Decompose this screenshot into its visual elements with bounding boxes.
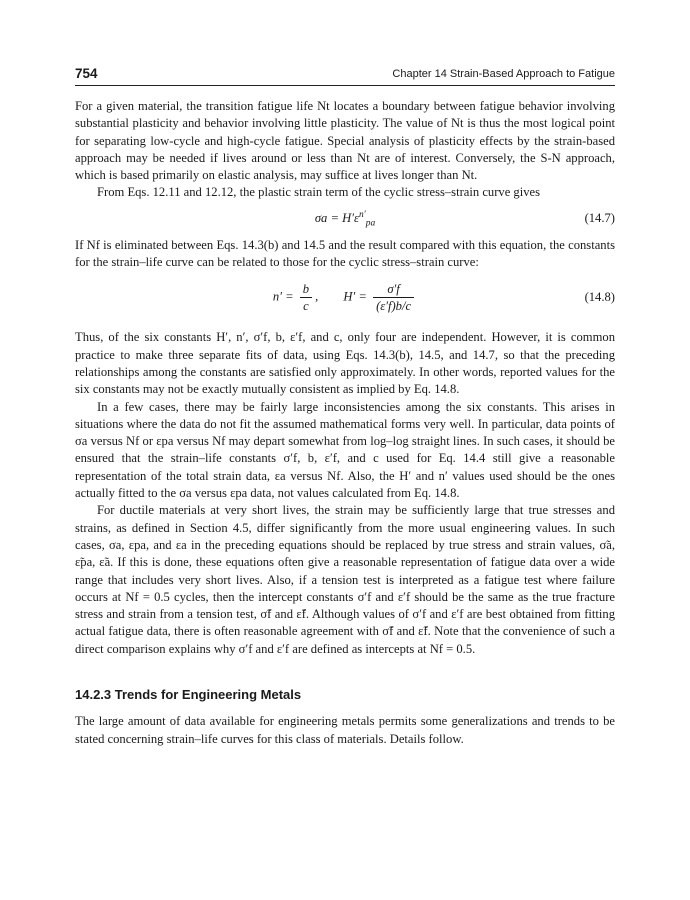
equation-14-8-number: (14.8): [584, 290, 615, 305]
paragraph-engineering-metals: The large amount of data available for engineering metals permits some generalizations and trends to be stated concerning strain–life curves for this class of materials. Details follow.: [75, 714, 615, 746]
page-body: [75, 98, 615, 748]
equation-14-8-h-numerator: σ′f: [373, 281, 414, 298]
running-head: Chapter 14 Strain-Based Approach to Fatigue: [392, 68, 615, 80]
equation-14-7-exponent: n′: [358, 209, 366, 220]
equation-14-8-body: n′ = $\frac{b}{c}$ , H′ = $\frac{\sigma'f}{(\varepsilon'f)b/c}$: [75, 281, 615, 314]
equation-14-7-lhs: σa = H′ε: [314, 210, 359, 225]
equation-14-8-h-fraction: [373, 281, 414, 314]
equation-14-8-n-denominator: c: [303, 299, 309, 314]
equation-14-8: [75, 277, 615, 321]
paragraph-plastic-strain: From Eqs. 12.11 and 12.12, the plastic strain term of the cyclic stress–strain curve gives: [97, 185, 541, 200]
paragraph-transition-life: For a given material, the transition fatigue life Nt locates a boundary between fatigue behavior involving substantial plasticity and behavior involving little plasticity. The value of Nt is thus the most logical point for separating low-cycle and high-cycle fatigue. Special analysis of plasticity effects by the strain-based approach may be needed if lives around or less than Nt are of interest. Conversely, the S-N approach, which is based primarily on elastic analysis, may suffice at lives longer than Nt.: [75, 99, 615, 183]
equation-14-8-n-fraction: [300, 281, 312, 314]
header-rule: [75, 85, 615, 86]
equation-14-7: [75, 210, 615, 230]
paragraph-six-constants: Thus, of the six constants H′, n′, σ′f, b, ε′f, and c, only four are independent. However, it is common practice to make three separate fits of data, using Eqs. 14.3(b), 14.5, and 14.7, so that the preceding relationships among the constants are satisfied only approximately. In other words, reported values for the six constants may not be exactly mutually consistent as implied by Eq. 14.8.: [75, 330, 615, 397]
equation-14-7-subscript: pa: [365, 218, 376, 229]
equation-14-7-number: (14.7): [584, 210, 615, 225]
page-number: 754: [75, 66, 98, 81]
paragraph-true-stress: For ductile materials at very short lives, the strain may be sufficiently large that true stresses and strains, as defined in Section 4.5, differ significantly from the more usual engineering values. In such cases, σa, εpa, and εa in the preceding equations should be replaced by true stress and strain values, σ̃a, ε̃pa, ε̃a. If this is done, these equations often give a reasonable representation of fatigue data over a wide range that includes very short lives. Also, if a tension test is interpreted as a fatigue test where failure occurs at Nf = 0.5 cycles, then the intercept constants σ′f and ε′f should be the same as the true fracture stress and strain from a tension test, σ̃f and ε̃f. Although values of σ′f and ε′f are best obtained from fitting actual fatigue data, there is often reasonable agreement with σ̃f and ε̃f. Note that the convenience of such a direct comparison explains why σ′f and ε′f are defined as intercepts at Nf = 0.5.: [75, 503, 615, 656]
paragraph-inconsistencies: In a few cases, there may be fairly large inconsistencies among the six constants. This arises in situations where the data do not fit the assumed mathematical forms very well. In particular, data points of σa versus Nf or εpa versus Nf may depart somewhat from log–log straight lines. In such cases, it should be ensured that the strain–life constants σ′f, b, ε′f, and c used for Eq. 14.4 still give a reasonable representation of the total strain data, εa versus Nf. Also, the H′ and n′ values used should be the ones actually fitted to the σa versus εpa data, not values calculated from Eq. 14.8.: [75, 399, 615, 501]
page-header: [75, 66, 615, 84]
equation-14-8-n-lhs: n′ =: [272, 289, 294, 304]
equation-14-8-n-numerator: b: [300, 281, 312, 298]
equation-14-8-h-lhs: H′ =: [343, 289, 367, 304]
paragraph-eliminate-nf: If Nf is eliminated between Eqs. 14.3(b) and 14.5 and the result compared with this equation, the constants for the strain–life curve can be related to those for the cyclic stress–strain curve:: [75, 237, 615, 270]
equation-14-7-body: [75, 210, 615, 227]
equation-14-8-h-denominator: (ε′f)b/c: [376, 299, 412, 314]
section-heading: 14.2.3 Trends for Engineering Metals: [75, 687, 302, 703]
